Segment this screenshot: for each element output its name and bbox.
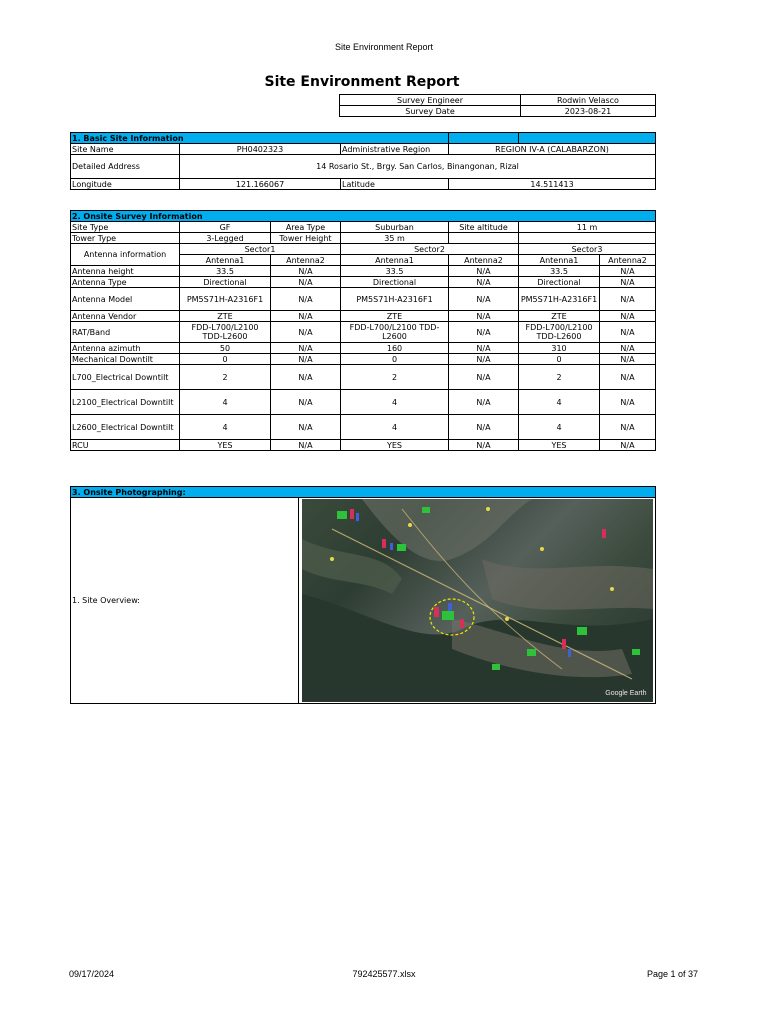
footer-page: Page 1 of 37 bbox=[646, 969, 698, 979]
cell-value: ZTE bbox=[180, 311, 271, 322]
antenna-header: Antenna2 bbox=[600, 255, 656, 266]
cell-value: YES bbox=[341, 440, 449, 451]
table-row bbox=[71, 322, 656, 343]
row-label: Antenna azimuth bbox=[71, 343, 180, 354]
map-watermark: Google Earth bbox=[605, 690, 647, 697]
sector-header: Sector1 bbox=[180, 244, 341, 255]
cell-value: ZTE bbox=[341, 311, 449, 322]
cell-value: N/A bbox=[271, 365, 341, 390]
row-label: Antenna height bbox=[71, 266, 180, 277]
cell-value: N/A bbox=[271, 322, 341, 343]
cell-value: N/A bbox=[449, 365, 519, 390]
survey-date-value: 2023-08-21 bbox=[521, 106, 656, 117]
cell-value: N/A bbox=[449, 288, 519, 311]
row-label: RCU bbox=[71, 440, 180, 451]
satellite-map-image bbox=[302, 499, 653, 702]
section-heading: 3. Onsite Photographing: bbox=[71, 487, 656, 498]
cell-value: PM5S71H-A2316F1 bbox=[519, 288, 600, 311]
cell-value: N/A bbox=[600, 266, 656, 277]
altitude-value: 11 m bbox=[519, 222, 656, 233]
cell-value: 4 bbox=[180, 415, 271, 440]
table-row bbox=[71, 354, 656, 365]
table-row bbox=[71, 390, 656, 415]
cell-value: N/A bbox=[449, 390, 519, 415]
cell-value: N/A bbox=[600, 277, 656, 288]
cell-value: 33.5 bbox=[341, 266, 449, 277]
cell-value: 33.5 bbox=[519, 266, 600, 277]
site-overview-cell bbox=[299, 498, 656, 704]
survey-engineer-label: Survey Engineer bbox=[340, 95, 521, 106]
cell-value: 160 bbox=[341, 343, 449, 354]
row-label: Antenna Vendor bbox=[71, 311, 180, 322]
cell-value: 4 bbox=[519, 415, 600, 440]
cell-value: N/A bbox=[449, 277, 519, 288]
cell-value: N/A bbox=[600, 311, 656, 322]
report-title: Site Environment Report bbox=[264, 74, 460, 90]
latitude-label: Latitude bbox=[341, 179, 449, 190]
latitude-value: 14.511413 bbox=[449, 179, 656, 190]
table-row bbox=[71, 440, 656, 451]
footer-file: 792425577.xlsx bbox=[352, 969, 416, 979]
section-heading: 2. Onsite Survey Information bbox=[71, 211, 656, 222]
cell-value: N/A bbox=[600, 440, 656, 451]
photo-table bbox=[70, 486, 656, 704]
cell-value: 4 bbox=[180, 390, 271, 415]
cell-value: 2 bbox=[180, 365, 271, 390]
cell-value: N/A bbox=[600, 415, 656, 440]
antenna-header: Antenna2 bbox=[271, 255, 341, 266]
antenna-rows bbox=[71, 266, 656, 451]
table-row bbox=[71, 343, 656, 354]
cell-value: 2 bbox=[519, 365, 600, 390]
cell-value: FDD-L700/L2100 TDD-L2600 bbox=[341, 322, 449, 343]
cell-value: N/A bbox=[600, 322, 656, 343]
address-label: Detailed Address bbox=[71, 155, 180, 179]
table-row bbox=[71, 311, 656, 322]
cell-value: 4 bbox=[519, 390, 600, 415]
antenna-info-label: Antenna information bbox=[71, 244, 180, 266]
cell-value: N/A bbox=[600, 390, 656, 415]
cell-value: N/A bbox=[449, 343, 519, 354]
cell-value: Directional bbox=[519, 277, 600, 288]
cell-value: N/A bbox=[449, 311, 519, 322]
address-value: 14 Rosario St., Brgy. San Carlos, Binangonan, Rizal bbox=[180, 155, 656, 179]
row-label: Antenna Type bbox=[71, 277, 180, 288]
cell-value: ZTE bbox=[519, 311, 600, 322]
row-label: L2100_Electrical Downtilt bbox=[71, 390, 180, 415]
cell-value: 4 bbox=[341, 390, 449, 415]
cell-value: 2 bbox=[341, 365, 449, 390]
row-label: Mechanical Downtilt bbox=[71, 354, 180, 365]
cell-value: FDD-L700/L2100 TDD-L2600 bbox=[519, 322, 600, 343]
row-label: Antenna Model bbox=[71, 288, 180, 311]
table-row bbox=[71, 365, 656, 390]
antenna-header: Antenna1 bbox=[519, 255, 600, 266]
basic-site-table bbox=[70, 132, 656, 190]
cell-value: N/A bbox=[271, 277, 341, 288]
altitude-label: Site altitude bbox=[449, 222, 519, 233]
site-overview-map bbox=[302, 499, 653, 702]
cell-value: N/A bbox=[271, 415, 341, 440]
site-name-value: PH0402323 bbox=[180, 144, 341, 155]
cell-value: 33.5 bbox=[180, 266, 271, 277]
cell-value: N/A bbox=[271, 343, 341, 354]
section-heading: 1. Basic Site Information bbox=[71, 133, 449, 144]
survey-engineer-value: Rodwin Velasco bbox=[521, 95, 656, 106]
cell-value: 310 bbox=[519, 343, 600, 354]
tower-type-value: 3-Legged bbox=[180, 233, 271, 244]
tower-height-label: Tower Height bbox=[271, 233, 341, 244]
sector-header: Sector2 bbox=[341, 244, 519, 255]
cell-value: YES bbox=[180, 440, 271, 451]
cell-value: N/A bbox=[271, 390, 341, 415]
cell-value: PM5S71H-A2316F1 bbox=[180, 288, 271, 311]
table-row bbox=[71, 415, 656, 440]
survey-info-table bbox=[339, 94, 656, 117]
table-row bbox=[71, 277, 656, 288]
onsite-survey-table bbox=[70, 210, 656, 451]
cell-value: PM5S71H-A2316F1 bbox=[341, 288, 449, 311]
cell-value: N/A bbox=[271, 440, 341, 451]
cell-value: N/A bbox=[600, 354, 656, 365]
cell-value: YES bbox=[519, 440, 600, 451]
region-value: REGION IV-A (CALABARZON) bbox=[449, 144, 656, 155]
cell-value: N/A bbox=[449, 266, 519, 277]
antenna-header: Antenna1 bbox=[180, 255, 271, 266]
cell-value: N/A bbox=[449, 354, 519, 365]
cell-value: N/A bbox=[271, 311, 341, 322]
sector-header: Sector3 bbox=[519, 244, 656, 255]
site-type-label: Site Type bbox=[71, 222, 180, 233]
longitude-value: 121.166067 bbox=[180, 179, 341, 190]
cell-value: N/A bbox=[600, 343, 656, 354]
cell-value: N/A bbox=[271, 288, 341, 311]
cell-value: 0 bbox=[519, 354, 600, 365]
longitude-label: Longitude bbox=[71, 179, 180, 190]
cell-value: N/A bbox=[449, 322, 519, 343]
survey-date-label: Survey Date bbox=[340, 106, 521, 117]
area-type-value: Suburban bbox=[341, 222, 449, 233]
cell-value: Directional bbox=[180, 277, 271, 288]
footer-date: 09/17/2024 bbox=[69, 969, 115, 979]
cell-value: 4 bbox=[341, 415, 449, 440]
antenna-header: Antenna1 bbox=[341, 255, 449, 266]
antenna-header: Antenna2 bbox=[449, 255, 519, 266]
cell-value: Directional bbox=[341, 277, 449, 288]
cell-value: N/A bbox=[449, 415, 519, 440]
site-overview-label: 1. Site Overview: bbox=[71, 498, 299, 704]
row-label: RAT/Band bbox=[71, 322, 180, 343]
site-name-label: Site Name bbox=[71, 144, 180, 155]
cell-value: 0 bbox=[180, 354, 271, 365]
cell-value: N/A bbox=[449, 440, 519, 451]
area-type-label: Area Type bbox=[271, 222, 341, 233]
table-row bbox=[71, 288, 656, 311]
cell-value: 50 bbox=[180, 343, 271, 354]
row-label: L2600_Electrical Downtilt bbox=[71, 415, 180, 440]
cell-value: N/A bbox=[271, 266, 341, 277]
tower-height-value: 35 m bbox=[341, 233, 449, 244]
site-type-value: GF bbox=[180, 222, 271, 233]
cell-value: N/A bbox=[271, 354, 341, 365]
tower-type-label: Tower Type bbox=[71, 233, 180, 244]
page-header: Site Environment Report bbox=[334, 42, 434, 52]
cell-value: N/A bbox=[600, 365, 656, 390]
cell-value: FDD-L700/L2100 TDD-L2600 bbox=[180, 322, 271, 343]
table-row bbox=[71, 266, 656, 277]
region-label: Administrative Region bbox=[341, 144, 449, 155]
cell-value: 0 bbox=[341, 354, 449, 365]
cell-value: N/A bbox=[600, 288, 656, 311]
row-label: L700_Electrical Downtilt bbox=[71, 365, 180, 390]
